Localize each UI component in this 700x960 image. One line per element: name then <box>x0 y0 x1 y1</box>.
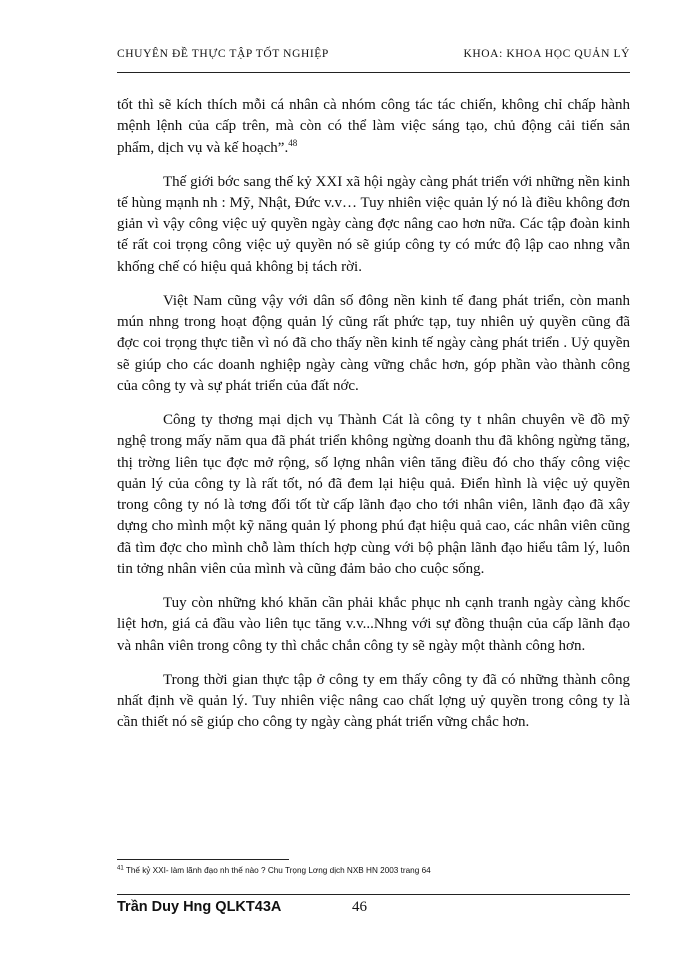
footnote-text: Thế kỷ XXI- làm lãnh đạo nh thế nào ? Chu Trọng Lơng dịch NXB HN 2003 trang 64 <box>125 866 431 875</box>
footnote-number: 41 <box>117 865 124 872</box>
page-header <box>117 44 630 64</box>
footnote-rule <box>117 859 289 860</box>
paragraph-1: tốt thì sẽ kích thích mỗi cá nhân cà nhóm công tác tác chiến, không chỉ chấp hành mệnh lệnh của cấp trên, mà còn có thể làm việc sáng tạo, chủ động cải tiến sản phẩm, dịch vụ và kế hoạch”.$^{48}$ <box>117 97 630 156</box>
footer-author: Trần Duy Hng QLKT43A <box>117 899 282 915</box>
footnote <box>117 866 630 875</box>
footer-rule <box>117 894 630 895</box>
footnote-reference: 48 <box>288 137 298 148</box>
header-title: CHUYÊN ĐỀ THỰC TẬP TỐT NGHIỆP <box>117 48 329 60</box>
header-rule <box>117 72 630 73</box>
page-number: 46 <box>352 899 367 915</box>
paragraph-5: Tuy còn những khó khăn cần phải khắc phục nh cạnh tranh ngày càng khốc liệt hơn, giá cả đầu vào liên tục tăng v.v...Nhng với sự đồng thuận của cấp lãnh đạo và nhân viên trong công ty thì chắc chắn công ty sẽ ngày một thành công hơn. <box>117 594 630 654</box>
paragraph-4: Công ty thơng mại dịch vụ Thành Cát là công ty t nhân chuyên về đồ mỹ nghệ trong mấy năm qua đã phát triển không ngừng doanh thu đã không ngừng tăng, thị trờng liên tục đợc mở rộng, số lợng nhân viên tăng điều đó cho thấy công việc quản lý của công ty là rất tốt, nó đã đem lại hiệu quả. Điển hình là việc uỷ quyền trong công ty nó là tơng đối tốt từ cấp lãnh đạo cho tới nhân viên, lãnh đạo đã xây dựng cho mình một kỹ năng quản lý phong phú đạt hiệu quả cao, các nhân viên cũng đã tìm đợc cho mình chỗ làm thích hợp cùng với bộ phận lãnh đạo hiểu tâm lý, luôn tin tởng nhân viên của mình và cũng đảm bảo cho cuộc sống. <box>117 411 630 577</box>
page-footer <box>117 899 630 921</box>
header-department: KHOA: KHOA HỌC QUẢN LÝ <box>463 48 630 60</box>
paragraph-3: Việt Nam cũng vậy với dân số đông nền kinh tế đang phát triển, còn manh mún nhng trong hoạt động quản lý cũng rất phức tạp, tuy nhiên uỷ quyền cũng đã đợc coi trọng thực tiễn vì nó đã cho thấy nền kinh tế ngày càng phát triển . Uỷ quyền sẽ giúp cho các doanh nghiệp ngày càng vững chắc hơn, góp phần vào thành công của công ty và sự phát triển của đất nớc. <box>117 292 630 394</box>
document-body <box>117 95 630 746</box>
paragraph-2: Thế giới bớc sang thế kỷ XXI xã hội ngày càng phát triển với những nền kinh tế hùng mạnh nh : Mỹ, Nhật, Đức v.v… Tuy nhiên việc quản lý nó là điều không đơn giản vì vậy công việc uỷ quyền ngày càng đợc nâng cao hơn nữa. Các tập đoàn kinh tế rất coi trọng công việc uỷ quyền nó sẽ giúp công ty có mức độ lập cao nhng vẫn khống chế có hiệu quả không bị tách rời. <box>117 173 630 275</box>
paragraph-6: Trong thời gian thực tập ở công ty em thấy công ty đã có những thành công nhất định về quản lý. Tuy nhiên việc nâng cao chất lợng uỷ quyền trong công ty là cần thiết nó sẽ giúp cho công ty ngày càng phát triển vững chắc hơn. <box>117 671 630 731</box>
